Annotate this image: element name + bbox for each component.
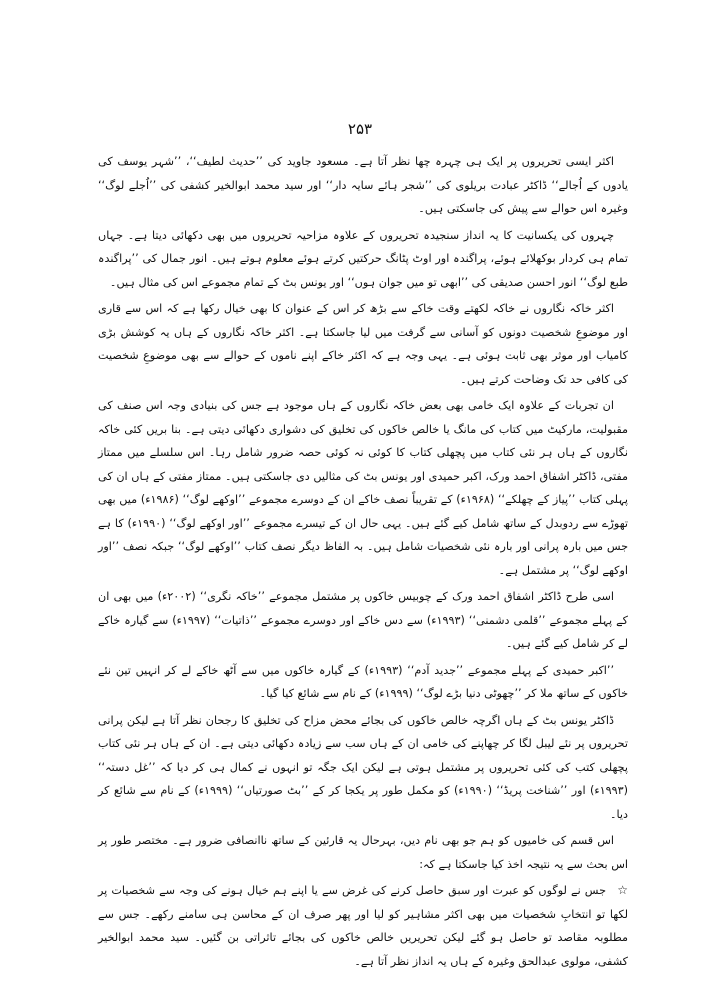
paragraph — [98, 585, 628, 656]
paragraph — [98, 829, 628, 876]
paragraph-text: ان تجربات کے علاوہ ایک خامی بھی بعض خاکہ نگاروں کے ہاں موجود ہے جس کی بنیادی وجہ اس صنف کی مقبولیت، مارکیٹ میں کتاب کی مانگ یا خالص خاکوں کی تخلیق کی دشواری دکھائی دیتی ہے۔ بنا بریں کئی خاکہ نگاروں کے ہاں ہر نئی کتاب میں پچھلی کتاب کا کوئی نہ کوئی حصہ ضرور شامل رہا۔ اس سلسلے میں ممتاز مفتی، ڈاکٹر اشفاق احمد ورک، اکبر حمیدی اور یونس بٹ کی مثالیں دی جاسکتی ہیں۔ ممتاز مفتی کے ہاں ان کی پہلی کتاب ’’پیاز کے چھلکے‘‘ (۱۹۶۸ء) کے تقریباً نصف خاکے ان کے دوسرے مجموعے ’’اوکھے لوگ‘‘ (۱۹۸۶ء) میں بھی تھوڑے سے ردوبدل کے ساتھ شامل کیے گئے ہیں۔ یہی حال ان کے تیسرے مجموعے ’’اور اوکھے لوگ‘‘ (۱۹۹۰ء) کا ہے جس میں بارہ پرانی اور بارہ نئی شخصیات شامل ہیں۔ بہ الفاظ دیگر نصف کتاب ’’اوکھے لوگ‘‘ جبکہ نصف ’’اور اوکھے لوگ‘‘ پر مشتمل ہے۔ — [98, 399, 628, 577]
paragraph-text: اکثر خاکہ نگاروں نے خاکہ لکھتے وقت خاکے سے بڑھ کر اس کے عنوان کا بھی خیال رکھا ہے کہ اس سے قاری اور موضوعِ شخصیت دونوں کو آسانی سے گرفت میں لیا جاسکتا ہے۔ اکثر خاکہ نگاروں کے ہاں یہ کوشش بڑی کامیاب اور موثر بھی ثابت ہوئی ہے۔ یہی وجہ ہے کہ اکثر خاکے اپنے ناموں کے حوالے سے بھی موضوعِ شخصیت کی کافی حد تک وضاحت کرتے ہیں۔ — [98, 302, 628, 386]
paragraph — [98, 709, 628, 827]
paragraph — [98, 150, 628, 221]
paragraph-text: ڈاکٹر یونس بٹ کے ہاں اگرچہ خالص خاکوں کی بجائے محض مزاح کی تخلیق کا رجحان نظر آتا ہے لیکن پرانی تحریروں پر نئے لیبل لگا کر چھاپنے کی خامی ان کے ہاں سب سے زیادہ دکھائی دیتی ہے۔ ان کے ہاں ہر نئی کتاب پچھلی کتب کی کئی تحریروں پر مشتمل ہوتی ہے لیکن ایک جگہ تو انہوں نے کمال ہی کر دیا کہ ’’غل دستہ‘‘ (۱۹۹۳ء) اور ’’شناخت پریڈ‘‘ (۱۹۹۰ء) کو مکمل طور پر یکجا کر کے ’’بٹ صورتیاں‘‘ (۱۹۹۹ء) کے نام سے شائع کر دیا۔ — [98, 713, 629, 821]
paragraph — [98, 224, 628, 295]
paragraph-text: ’’اکبر حمیدی کے پہلے مجموعے ’’جدید آدم‘‘ (۱۹۹۳ء) کے گیارہ خاکوں میں سے آٹھ خاکے لے کر انہیں تین نئے خاکوں کے ساتھ ملا کر ’’چھوٹی دنیا بڑے لوگ‘‘ (۱۹۹۹ء) کے نام سے شائع کیا گیا۔ — [98, 663, 628, 700]
paragraph-text: اس قسم کی خامیوں کو ہم جو بھی نام دیں، بہرحال یہ قارئین کے ساتھ ناانصافی ضرور ہے۔ مختصر طور پر اس بحث سے یہ نتیجہ اخذ کیا جاسکتا ہے کہ: — [98, 834, 628, 871]
body-text — [98, 150, 628, 976]
star-bullet-icon: ☆ — [617, 883, 628, 897]
paragraph-text: اکثر ایسی تحریروں پر ایک ہی چہرہ چھا نظر آتا ہے۔ مسعود جاوید کی ’’حدیث لطیف‘‘، ’’شہر یوسف کی یادوں کے اُجالے‘‘ ڈاکٹر عبادت بریلوی کی ’’شجر ہائے سایہ دار‘‘ اور سید محمد ابوالخیر کشفی کی ’’اُجلے لوگ‘‘ وغیرہ اس حوالے سے پیش کی جاسکتی ہیں۔ — [98, 155, 628, 215]
paragraph — [98, 297, 628, 391]
paragraph-text: چہروں کی یکسانیت کا یہ انداز سنجیدہ تحریروں کے علاوہ مزاحیہ تحریروں میں بھی دکھائی دیتا ہے۔ جہاں تمام ہی کردار بوکھلائے ہوئے، پراگندہ اور اوٹ پٹانگ حرکتیں کرتے ہوئے معلوم ہوتے ہیں۔ انور جمال کی ’’پراگندہ طبع لوگ‘‘ انور احسن صدیقی کی ’’ابھی تو میں جوان ہوں‘‘ اور یونس بٹ کے تمام مجموعے اس کی مثال ہیں۔ — [98, 228, 628, 289]
paragraph — [98, 394, 628, 582]
page-number: ۲۵۳ — [347, 120, 373, 138]
paragraph-text: جس نے لوگوں کو عبرت اور سبق حاصل کرنے کی غرض سے یا اپنے ہم خیال ہونے کی وجہ سے شخصیات پر لکھا تو انتخابِ شخصیات میں بھی اکثر مشاہیر کو لیا اور پھر صرف ان کے محاسن ہی سامنے رکھے۔ جس سے مطلوبہ مقاصد تو حاصل ہو گئے لیکن تحریریں خالص خاکوں کی بجائے تاثراتی بن گئیں۔ سید محمد ابوالخیر کشفی، مولوی عبدالحق وغیرہ کے ہاں یہ انداز نظر آتا ہے۔ — [98, 884, 628, 968]
bullet-paragraph — [98, 879, 628, 973]
paragraph-text: اسی طرح ڈاکٹر اشفاق احمد ورک کے چوبیس خاکوں پر مشتمل مجموعے ’’خاکہ نگری‘‘ (۲۰۰۲ء) میں بھی ان کے پہلے مجموعے ’’قلمی دشمنی‘‘ (۱۹۹۳ء) سے دس خاکے اور دوسرے مجموعے ’’ذاتیات‘‘ (۱۹۹۷ء) سے گیارہ خاکے لے کر شامل کیے گئے ہیں۔ — [98, 590, 628, 650]
paragraph — [98, 659, 628, 706]
